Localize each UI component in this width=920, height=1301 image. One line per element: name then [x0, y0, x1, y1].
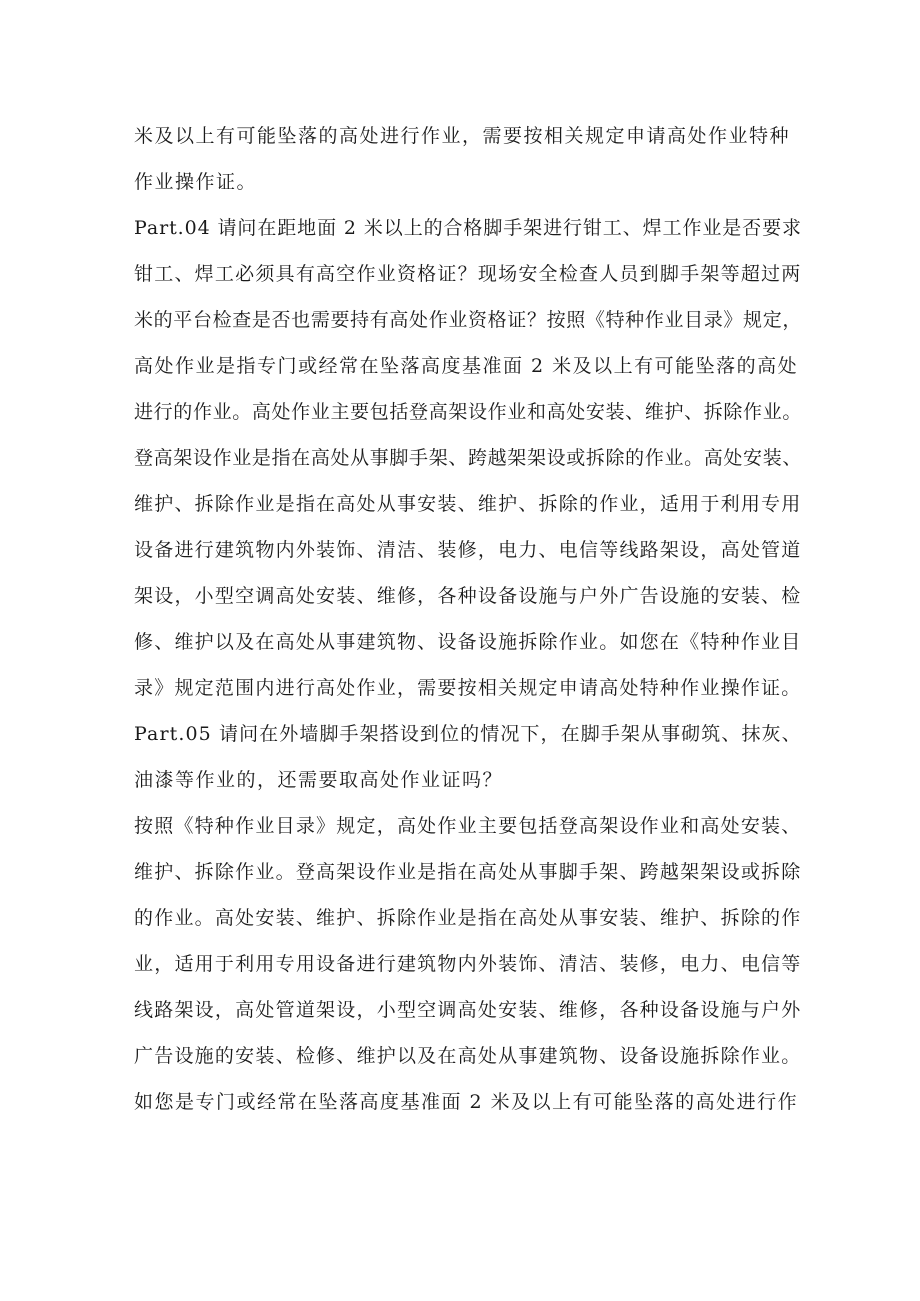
text-line: 广告设施的安装、检修、维护以及在高处从事建筑物、设备设施拆除作业。: [134, 1045, 802, 1067]
text-line: 米的平台检查是否也需要持有高处作业资格证？按照《特种作业目录》规定，: [134, 309, 803, 331]
text-line: 如您是专门或经常在坠落高度基准面 2 米及以上有可能坠落的高处进行作: [134, 1091, 799, 1113]
text-line: 维护、拆除作业。登高架设作业是指在高处从事脚手架、跨越架架设或拆除: [134, 861, 802, 883]
text-line: 录》规定范围内进行高处作业，需要按相关规定申请高处特种作业操作证。: [134, 677, 802, 699]
text-line: 米及以上有可能坠落的高处进行作业，需要按相关规定申请高处作业特种: [134, 125, 791, 147]
text-line: 作业操作证。: [134, 171, 258, 193]
text-line: 的作业。高处安装、维护、拆除作业是指在高处从事安装、维护、拆除的作: [134, 907, 802, 929]
text-line: 业，适用于利用专用设备进行建筑物内外装饰、清洁、装修，电力、电信等: [134, 953, 802, 975]
text-line: Part.04 请问在距地面 2 米以上的合格脚手架进行钳工、焊工作业是否要求: [134, 217, 802, 239]
text-line: 油漆等作业的，还需要取高处作业证吗？: [134, 769, 504, 791]
text-line: 登高架设作业是指在高处从事脚手架、跨越架架设或拆除的作业。高处安装、: [134, 447, 803, 469]
text-line: 修、维护以及在高处从事建筑物、设备设施拆除作业。如您在《特种作业目: [134, 631, 802, 653]
text-line: 进行的作业。高处作业主要包括登高架设作业和高处安装、维护、拆除作业。: [134, 401, 803, 423]
text-line: 设备进行建筑物内外装饰、清洁、装修，电力、电信等线路架设，高处管道: [134, 539, 802, 561]
text-line: 按照《特种作业目录》规定，高处作业主要包括登高架设作业和高处安装、: [134, 815, 802, 837]
text-line: 钳工、焊工必须具有高空作业资格证？现场安全检查人员到脚手架等超过两: [134, 263, 802, 285]
text-line: 架设，小型空调高处安装、维修，各种设备设施与户外广告设施的安装、检: [134, 585, 802, 607]
text-line: Part.05 请问在外墙脚手架搭设到位的情况下，在脚手架从事砌筑、抹灰、: [134, 723, 802, 745]
text-line: 线路架设，高处管道架设，小型空调高处安装、维修，各种设备设施与户外: [134, 999, 802, 1021]
text-line: 维护、拆除作业是指在高处从事安装、维护、拆除的作业，适用于利用专用: [134, 493, 802, 515]
text-line: 高处作业是指专门或经常在坠落高度基准面 2 米及以上有可能坠落的高处: [134, 355, 799, 377]
